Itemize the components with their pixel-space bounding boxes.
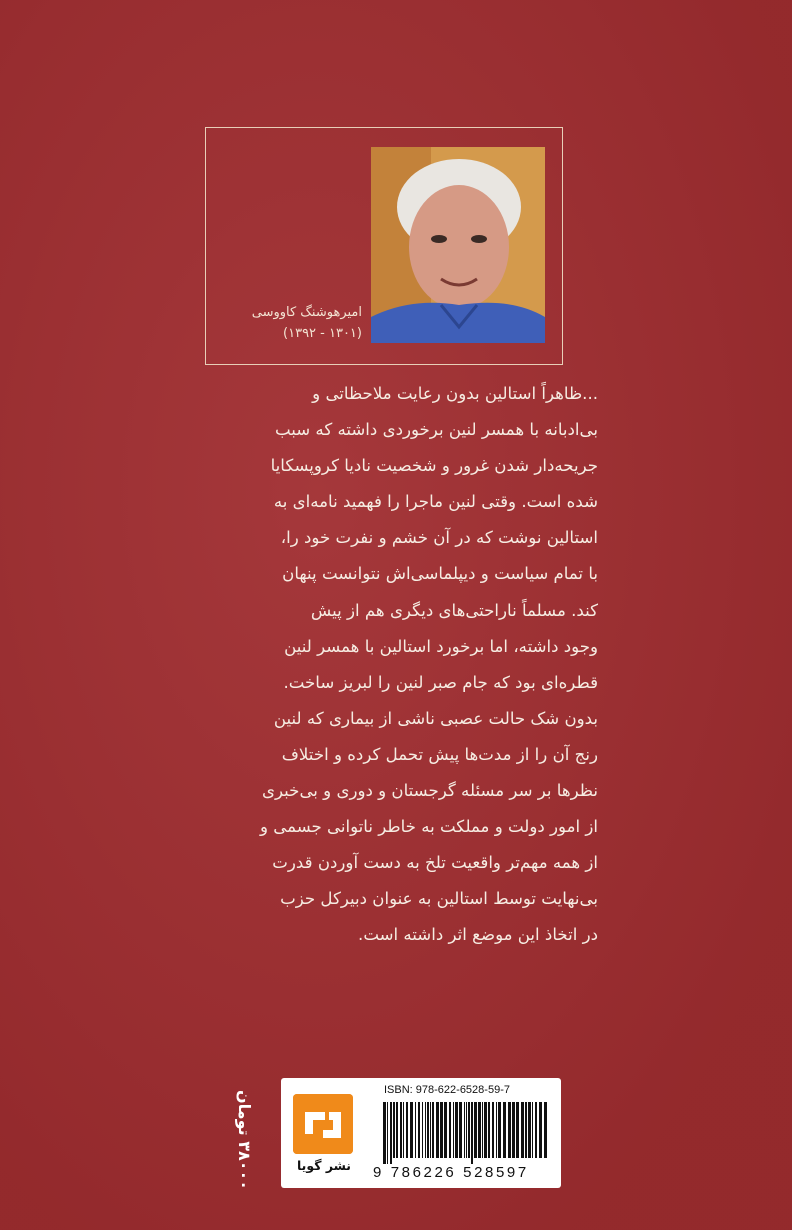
- excerpt-line: قطره‌ای بود که جام صبر لنین را لبریز ساخت.: [283, 672, 598, 692]
- barcode-bar: [512, 1102, 515, 1158]
- barcode-digits: 9 786226 528597: [373, 1164, 529, 1181]
- barcode-bar: [468, 1102, 470, 1158]
- barcode-bar: [390, 1102, 392, 1164]
- barcode-bar: [516, 1102, 519, 1158]
- excerpt-line: از همه مهم‌تر واقعیت تلخ به دست آوردن قدرت: [272, 853, 598, 873]
- excerpt-line: با تمام سیاست و دیپلماسی‌اش نتوانست پنهان: [282, 564, 598, 584]
- barcode-bar: [430, 1102, 431, 1158]
- publisher-name: نشر گویا: [296, 1158, 352, 1173]
- barcode-bar: [425, 1102, 426, 1158]
- barcode-bar: [396, 1102, 398, 1158]
- barcode-panel: [281, 1078, 561, 1188]
- barcode-bar: [464, 1102, 465, 1158]
- excerpt-line: در اتخاذ این موضع اثر داشته است.: [358, 925, 598, 945]
- price-label: ۳۸۰۰۰ تومان: [235, 1090, 254, 1191]
- excerpt-line: جریحه‌دار شدن غرور و شخصیت نادیا کروپسکایا: [270, 456, 598, 476]
- author-name: امیرهوشنگ کاووسی: [251, 305, 362, 320]
- barcode-bar: [466, 1102, 467, 1158]
- barcode-bar: [383, 1102, 386, 1164]
- barcode-bar: [498, 1102, 501, 1158]
- barcode-bar: [455, 1102, 458, 1158]
- barcode-bar: [539, 1102, 542, 1158]
- barcode-bar: [471, 1102, 473, 1164]
- barcode-bar: [532, 1102, 533, 1158]
- barcode-bar: [400, 1102, 402, 1158]
- excerpt-line: بدون شک حالت عصبی ناشی از بیماری که لنین: [273, 708, 598, 728]
- author-years: (۱۳۹۲ - ۱۳۰۱): [283, 326, 362, 341]
- barcode-bar: [422, 1102, 423, 1158]
- barcode-bar: [406, 1102, 408, 1158]
- excerpt-line: رنج آن را از مدت‌ها پیش تحمل کرده و اختلاف: [281, 744, 598, 764]
- author-photo: [371, 147, 545, 343]
- barcode-bar: [453, 1102, 454, 1158]
- barcode-bars: [381, 1102, 551, 1164]
- barcode-bar: [496, 1102, 497, 1158]
- barcode-bar: [444, 1102, 447, 1158]
- barcode-bar: [474, 1102, 477, 1158]
- barcode-bar: [449, 1102, 451, 1158]
- excerpt-line: بی‌ادبانه با همسر لنین برخوردی داشته که سبب: [274, 420, 598, 440]
- barcode-bar: [488, 1102, 490, 1158]
- barcode-bar: [415, 1102, 416, 1158]
- excerpt-text: [200, 376, 598, 954]
- barcode-bar: [544, 1102, 547, 1158]
- excerpt-line: استالین نوشت که در آن خشم و نفرت خود را،: [280, 528, 598, 548]
- barcode-bar: [528, 1102, 531, 1158]
- excerpt-line: وجود داشته، اما برخورد استالین با همسر لنین: [284, 636, 598, 656]
- excerpt-line: کند. مسلماً ناراحتی‌های دیگری هم از پیش: [310, 600, 598, 620]
- excerpt-line: شده است. وقتی لنین ماجرا را فهمید نامه‌ای به: [273, 492, 598, 512]
- barcode-bar: [482, 1102, 483, 1158]
- isbn-label: ISBN: 978-622-6528-59-7: [384, 1084, 510, 1096]
- barcode-bar: [521, 1102, 524, 1158]
- barcode-bar: [403, 1102, 404, 1158]
- barcode-bar: [418, 1102, 420, 1158]
- barcode-bar: [508, 1102, 511, 1158]
- barcode-bar: [484, 1102, 487, 1158]
- excerpt-line: بی‌نهایت توسط استالین به عنوان دبیرکل حزب: [280, 889, 598, 909]
- excerpt-line: از امور دولت و مملکت به خاطر ناتوانی جسمی و: [260, 817, 598, 837]
- barcode-bar: [410, 1102, 413, 1158]
- barcode-bar: [440, 1102, 443, 1158]
- barcode-bar: [525, 1102, 527, 1158]
- barcode-bar: [393, 1102, 395, 1158]
- barcode-bar: [387, 1102, 388, 1164]
- barcode-bar: [427, 1102, 429, 1158]
- barcode-bar: [478, 1102, 481, 1158]
- excerpt-line: نظرها بر سر مسئله گرجستان و دوری و بی‌خبری: [262, 781, 598, 801]
- publisher-logo: [293, 1094, 353, 1154]
- barcode-bar: [459, 1102, 462, 1158]
- barcode-bar: [503, 1102, 506, 1158]
- excerpt-line: ...ظاهراً استالین بدون رعایت ملاحظاتی و: [312, 384, 598, 403]
- barcode-bar: [535, 1102, 537, 1158]
- barcode-bar: [436, 1102, 439, 1158]
- barcode-bar: [492, 1102, 494, 1158]
- barcode-bar: [432, 1102, 434, 1158]
